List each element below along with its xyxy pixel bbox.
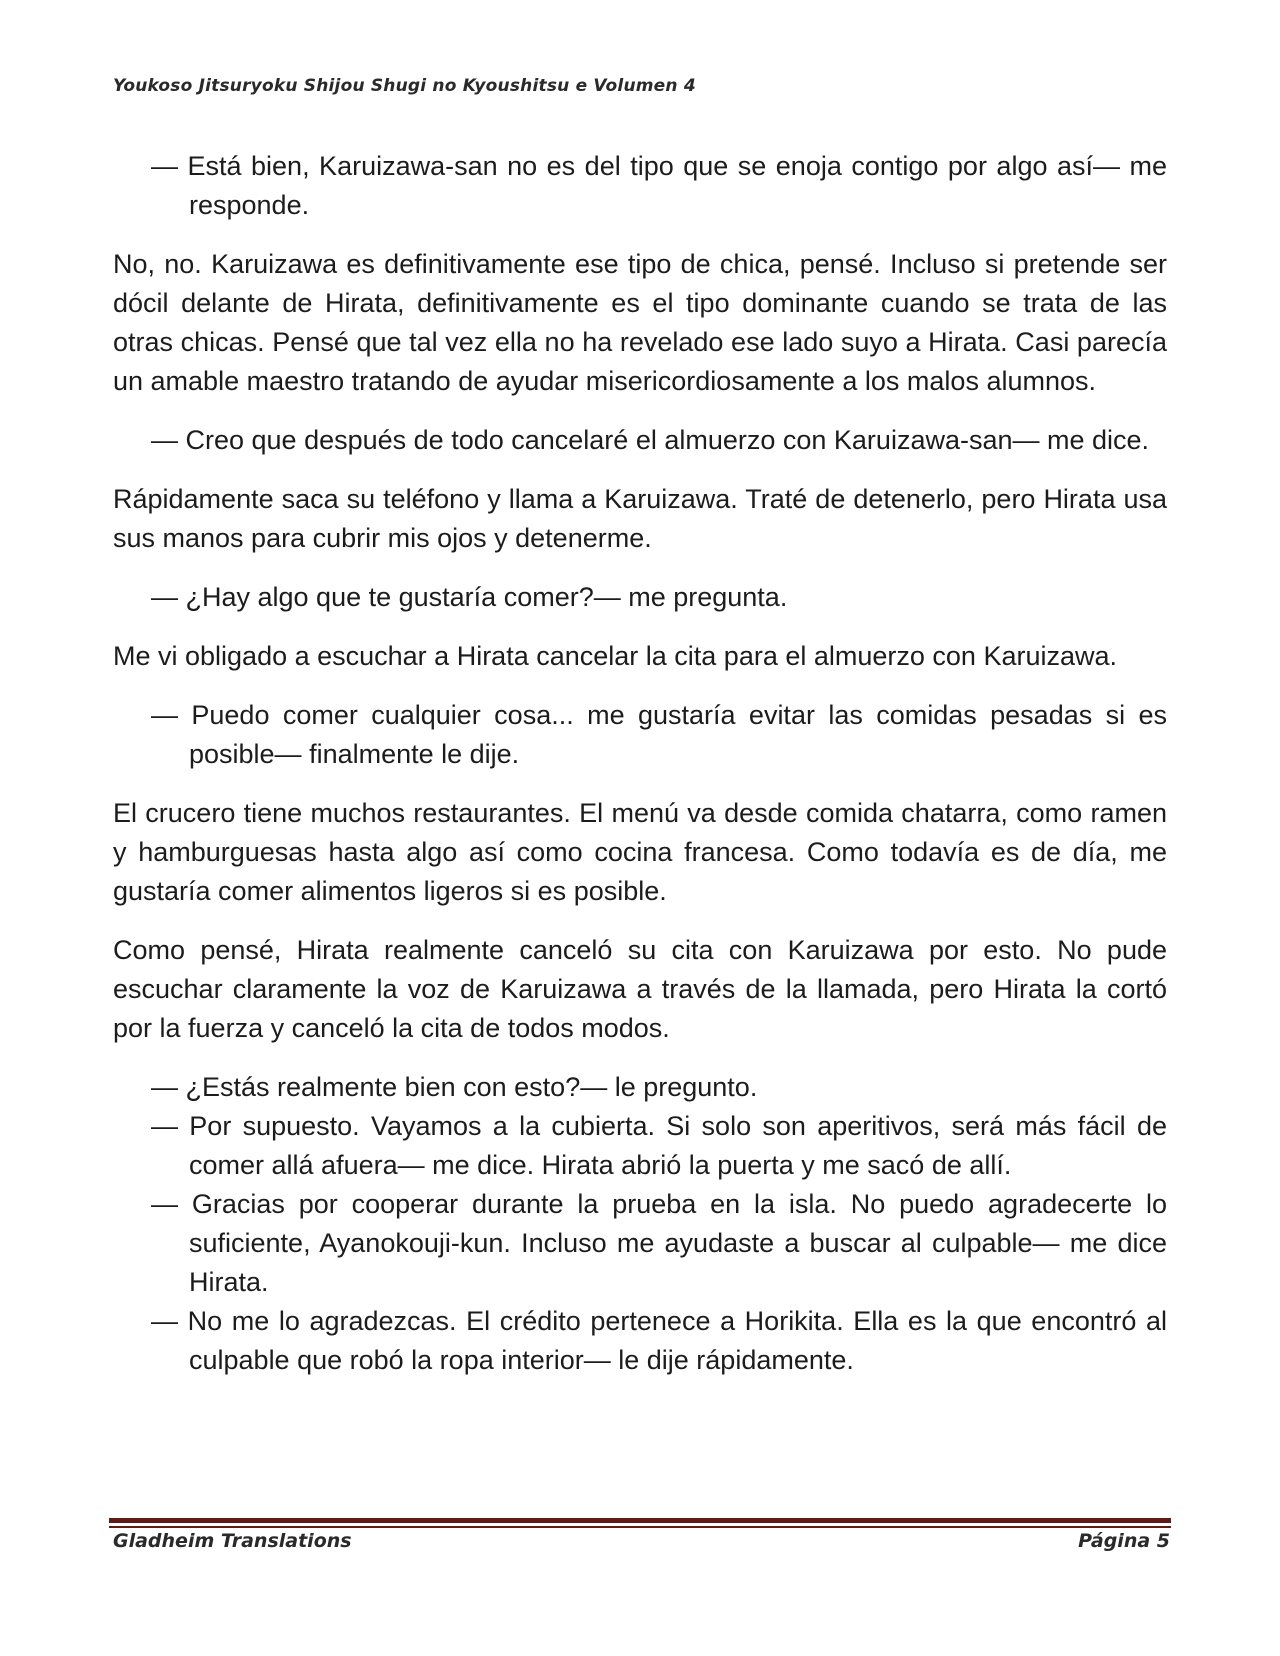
dialogue-group [113, 1068, 1167, 1380]
running-header: Youkoso Jitsuryoku Shijou Shugi no Kyoushitsu e Volumen 4 [113, 76, 696, 96]
dialogue-line: — No me lo agradezcas. El crédito pertenece a Horikita. Ella es la que encontró al culpable que robó la ropa interior— le dije rápidamente. [151, 1306, 1167, 1375]
dialogue-line: — Está bien, Karuizawa-san no es del tipo que se enoja contigo por algo así— me responde. [151, 151, 1167, 220]
paragraph: Rápidamente saca su teléfono y llama a Karuizawa. Traté de detenerlo, pero Hirata usa sus manos para cubrir mis ojos y detenerme. [113, 484, 1167, 553]
dialogue-line: — ¿Estás realmente bien con esto?— le pregunto. [151, 1072, 758, 1102]
dialogue-line: — Creo que después de todo cancelaré el almuerzo con Karuizawa-san— me dice. [151, 425, 1150, 455]
paragraph: Me vi obligado a escuchar a Hirata cancelar la cita para el almuerzo con Karuizawa. [113, 641, 1118, 671]
body-text [113, 147, 1167, 1400]
paragraph: No, no. Karuizawa es definitivamente ese tipo de chica, pensé. Incluso si pretende ser dócil delante de Hirata, definitivamente es el tipo dominante cuando se trata de las otras chicas. Pensé que tal vez ella no ha revelado ese lado suyo a Hirata. Casi parecía un amable maestro tratando de ayudar misericordiosamente a los malos alumnos. [113, 249, 1167, 396]
footer-publisher: Gladheim Translations [113, 1530, 352, 1552]
paragraph: Como pensé, Hirata realmente canceló su cita con Karuizawa por esto. No pude escuchar claramente la voz de Karuizawa a través de la llamada, pero Hirata la cortó por la fuerza y canceló la cita de todos modos. [113, 935, 1167, 1043]
dialogue-line: — ¿Hay algo que te gustaría comer?— me pregunta. [151, 582, 788, 612]
footer-rule-thin [109, 1526, 1171, 1528]
dialogue-line: — Gracias por cooperar durante la prueba en la isla. No puedo agradecerte lo suficiente, Ayanokouji-kun. Incluso me ayudaste a buscar al culpable— me dice Hirata. [151, 1189, 1167, 1297]
paragraph: El crucero tiene muchos restaurantes. El menú va desde comida chatarra, como ramen y hamburguesas hasta algo así como cocina francesa. Como todavía es de día, me gustaría comer alimentos ligeros si es posible. [113, 798, 1167, 906]
page-number: Página 5 [1078, 1530, 1170, 1552]
footer-rule-thick [109, 1518, 1171, 1523]
dialogue-line: — Por supuesto. Vayamos a la cubierta. Si solo son aperitivos, será más fácil de comer allá afuera— me dice. Hirata abrió la puerta y me sacó de allí. [151, 1111, 1167, 1180]
dialogue-line: — Puedo comer cualquier cosa... me gustaría evitar las comidas pesadas si es posible— finalmente le dije. [151, 700, 1167, 769]
